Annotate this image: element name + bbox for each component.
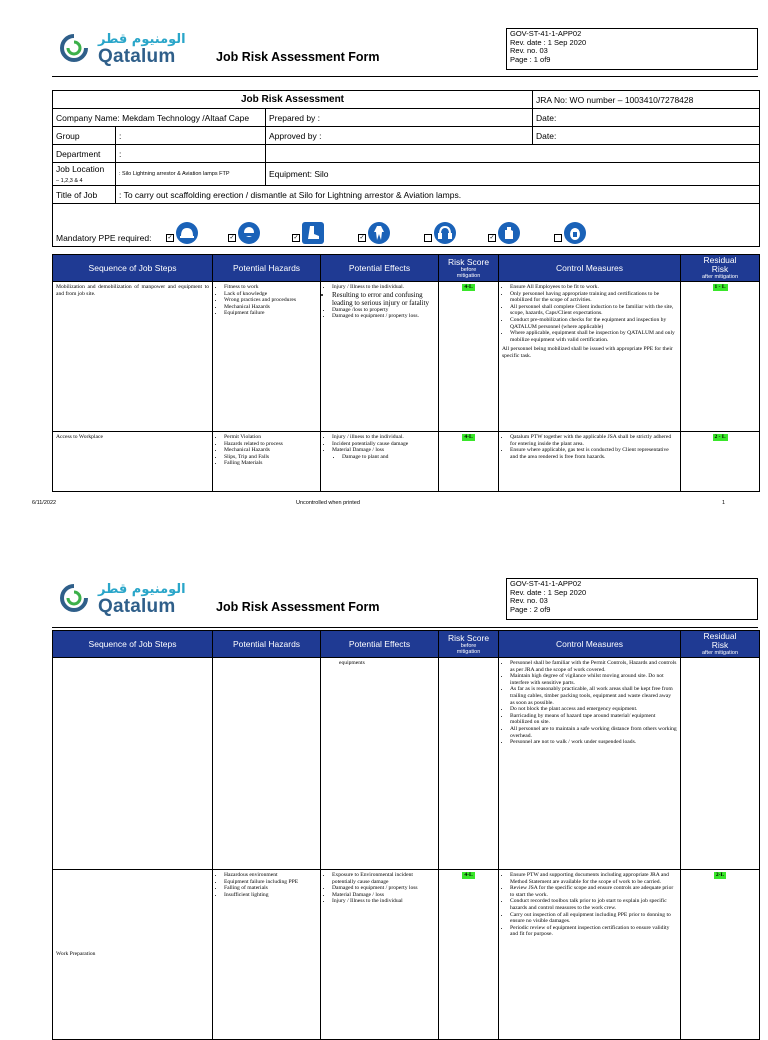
header-divider bbox=[52, 627, 758, 628]
prepared-date: Date: bbox=[533, 109, 760, 127]
risk-badge: 4-L bbox=[464, 434, 473, 440]
col-steps: Sequence of Job Steps bbox=[53, 631, 213, 658]
job-location-label bbox=[53, 163, 116, 186]
table-header-row bbox=[53, 255, 760, 282]
control-item: • Conduct recorded toolbox talk prior to job start to explain job specific hazards and control measures to the work crew. bbox=[510, 898, 677, 911]
col-controls: Control Measures bbox=[499, 255, 681, 282]
control-item: • As far as is reasonably practicable, all work areas shall be kept free from trailing cables, timber packing tools, equipment and waste cleared away as soon as possible. bbox=[510, 686, 677, 706]
effects-cell: equipments bbox=[321, 658, 439, 870]
page-number: Page : 2 of9 bbox=[510, 604, 551, 614]
residual-badge: 1 - L bbox=[714, 284, 726, 290]
hazards-cell bbox=[213, 870, 321, 1040]
risk-cell bbox=[439, 870, 499, 1040]
col-steps: Sequence of Job Steps bbox=[53, 255, 213, 282]
step-cell: Mobilization and demobilization of manpower and equipment to and from job site. bbox=[53, 282, 213, 432]
col-residual bbox=[681, 631, 760, 658]
ppe-item-ear bbox=[424, 222, 456, 244]
risk-assessment-table-page1 bbox=[52, 254, 760, 492]
col-residual-sub: after mitigation bbox=[701, 650, 739, 656]
hazards-cell bbox=[213, 432, 321, 492]
form-title: Job Risk Assessment Form bbox=[216, 600, 380, 614]
effect-item: • Incident potentially cause damage bbox=[332, 441, 435, 448]
department-label: Department bbox=[53, 145, 116, 163]
risk-cell bbox=[439, 658, 499, 870]
hazard-item: • Equipment failure including PPE bbox=[224, 879, 317, 886]
effects-cell bbox=[321, 432, 439, 492]
ppe-item-respirator bbox=[554, 222, 586, 244]
control-item: • All personnel shall complete Client induction to be familiar with the site, scope, hazards, Caps/Client expectations. bbox=[510, 304, 677, 317]
job-location-text: Job Location bbox=[56, 164, 105, 174]
ppe-checkbox[interactable]: ✓ bbox=[489, 235, 495, 241]
ppe-item-glasses bbox=[228, 222, 260, 244]
hazard-item: • Permit Violation bbox=[224, 434, 317, 441]
control-item: • Review JSA for the specific scope and ensure controls are adequate prior to start the work. bbox=[510, 885, 677, 898]
col-risk-sub1: before bbox=[460, 643, 477, 649]
control-item: • Where applicable, equipment shall be inspection by QATALUM and only mobilize equipment with valid certification. bbox=[510, 330, 677, 343]
job-location-sub: – 1,2,3 & 4 bbox=[56, 178, 83, 184]
hazard-item: • Falling of materials bbox=[224, 885, 317, 892]
doc-code: GOV-ST-41-1-APP02 bbox=[510, 29, 582, 38]
jra-number: JRA No: WO number – 1003410/7278428 bbox=[533, 91, 760, 109]
control-item: • Ensure All Employees to be fit to work. bbox=[510, 284, 677, 291]
step-cell: Access to Workplace bbox=[53, 432, 213, 492]
title-of-job-label: Title of Job bbox=[53, 186, 116, 204]
header-divider bbox=[52, 76, 758, 77]
residual-cell bbox=[681, 432, 760, 492]
residual-cell bbox=[681, 282, 760, 432]
col-risk-sub2: mitigation bbox=[456, 273, 481, 279]
risk-badge: 4-L bbox=[464, 872, 473, 878]
ppe-checkbox[interactable]: ✓ bbox=[229, 235, 235, 241]
col-risk-title: Risk Score bbox=[447, 633, 490, 643]
control-item: • Qatalum PTW together with the applicable JSA shall be strictly adhered for entering inside the plant area. bbox=[510, 434, 677, 447]
qatalum-logo bbox=[60, 32, 220, 72]
page-number: Page : 1 of9 bbox=[510, 54, 551, 64]
table-row bbox=[53, 432, 760, 492]
effect-item: • Material Damage / loss bbox=[332, 892, 435, 899]
col-residual-title2: Risk bbox=[711, 640, 729, 650]
col-residual-title: Residual bbox=[703, 631, 737, 641]
job-info-table bbox=[52, 90, 760, 247]
logo-arabic-text: الومنيوم قطر bbox=[98, 32, 186, 47]
ppe-item-hard-hat bbox=[166, 222, 198, 244]
hazard-item: • Hazardous environment bbox=[224, 872, 317, 879]
effect-item: • Damaged to equipment / property loss bbox=[332, 885, 435, 892]
hazard-item: • Equipment failure bbox=[224, 310, 317, 317]
effect-item: • Damage /loss to property bbox=[332, 307, 435, 314]
risk-badge: 4-L bbox=[464, 284, 473, 290]
effect-item: • Injury / Illness to the individual bbox=[332, 898, 435, 905]
risk-cell bbox=[439, 432, 499, 492]
department-blank bbox=[266, 145, 760, 163]
control-item: • Personnel shall be familiar with the Permit Controls, Hazards and controls as per JRA and the scope of work covered. bbox=[510, 660, 677, 673]
effect-item: • Material Damage / loss • Damage to plant and bbox=[332, 447, 435, 460]
page-header bbox=[52, 578, 758, 628]
col-effects: Potential Effects bbox=[321, 255, 439, 282]
col-residual-sub: after mitigation bbox=[701, 274, 739, 280]
group-value: : bbox=[116, 127, 266, 145]
control-item: • Ensure where applicable, gas test is conducted by Client representative and the area rendered is free from hazards. bbox=[510, 447, 677, 460]
rev-no: Rev. no. 03 bbox=[510, 46, 548, 56]
safety-boots-icon bbox=[302, 222, 324, 244]
ppe-item-coverall bbox=[358, 222, 390, 244]
effect-item: • Damaged to equipment / property loss. bbox=[332, 313, 435, 320]
controls-cell bbox=[499, 658, 681, 870]
logo-arabic-text: الومنيوم قطر bbox=[98, 582, 186, 597]
footer-date: 6/11/2022 bbox=[32, 500, 57, 506]
gloves-icon bbox=[498, 222, 520, 244]
coverall-icon bbox=[368, 222, 390, 244]
risk-cell bbox=[439, 282, 499, 432]
control-note: All personnel being mobilized shall be issued with appropriate PPE for their specific task. bbox=[502, 346, 673, 359]
col-controls: Control Measures bbox=[499, 631, 681, 658]
control-item: • Do not block the plant access and emergency equipment. bbox=[510, 706, 677, 713]
effect-sub-item: • Damage to plant and bbox=[342, 454, 435, 461]
col-hazards: Potential Hazards bbox=[213, 631, 321, 658]
hazard-item: • Fitness to work bbox=[224, 284, 317, 291]
residual-cell bbox=[681, 658, 760, 870]
doc-code: GOV-ST-41-1-APP02 bbox=[510, 579, 582, 588]
company-name: Company Name: Mekdam Technology /Altaaf Cape bbox=[53, 109, 266, 127]
table-header-row bbox=[53, 631, 760, 658]
control-item: • Conduct pre-mobilization checks for the equipment and inspection by QATALUM personnel (where applicable) bbox=[510, 317, 677, 330]
rev-date: Rev. date : 1 Sep 2020 bbox=[510, 587, 587, 597]
title-of-job-value: : To carry out scaffolding erection / dismantle at Silo for Lightning arrestor & Aviation lamps. bbox=[116, 186, 760, 204]
equipment: Equipment: Silo bbox=[266, 163, 760, 186]
col-risk bbox=[439, 631, 499, 658]
col-residual bbox=[681, 255, 760, 282]
controls-cell bbox=[499, 870, 681, 1040]
step-cell bbox=[53, 658, 213, 870]
safety-glasses-icon bbox=[238, 222, 260, 244]
document-control-box bbox=[506, 578, 758, 620]
hazard-item: • Hazards related to process bbox=[224, 441, 317, 448]
col-residual-title2: Risk bbox=[711, 264, 729, 274]
control-item: • Ensure PTW and supporting documents including appropriate JRA and Method Statement are available for the scope of work to be carried. bbox=[510, 872, 677, 885]
col-hazards: Potential Hazards bbox=[213, 255, 321, 282]
effect-item: • Injury / illness to the individual. bbox=[332, 434, 435, 441]
col-risk-sub2: mitigation bbox=[456, 649, 481, 655]
ppe-label: Mandatory PPE required: bbox=[56, 233, 152, 243]
job-location-value: : Silo Lightning arrestor & Aviation lamps FTP bbox=[116, 163, 266, 186]
effects-cell bbox=[321, 282, 439, 432]
control-item: • Periodic review of equipment inspection certification to ensure validity and fit for purpose. bbox=[510, 925, 677, 938]
table-row bbox=[53, 870, 760, 1040]
table-row bbox=[53, 282, 760, 432]
residual-badge: 2-L bbox=[715, 872, 725, 878]
hazard-item: • Mechanical Hazards bbox=[224, 447, 317, 454]
footer-uncontrolled: Uncontrolled when printed bbox=[296, 500, 360, 506]
rev-no: Rev. no. 03 bbox=[510, 596, 548, 606]
form-title: Job Risk Assessment Form bbox=[216, 50, 380, 64]
col-risk-title: Risk Score bbox=[447, 257, 490, 267]
hazard-item: • Wrong practices and procedures bbox=[224, 297, 317, 304]
approved-date: Date: bbox=[533, 127, 760, 145]
group-label: Group bbox=[53, 127, 116, 145]
effect-item: • Injury / Illness to the individual. bbox=[332, 284, 435, 291]
step-cell: Work Preparation bbox=[53, 870, 213, 1040]
hazard-item: • Insufficient lighting bbox=[224, 892, 317, 899]
document-control-box bbox=[506, 28, 758, 70]
department-value: : bbox=[116, 145, 266, 163]
page-header bbox=[52, 28, 758, 78]
hazards-cell bbox=[213, 658, 321, 870]
control-item: • Only personnel having appropriate training and certifications to be mobilized for the scope of activities. bbox=[510, 291, 677, 304]
logo-swirl-icon bbox=[60, 584, 88, 612]
ppe-checkbox[interactable] bbox=[424, 234, 432, 242]
table-row bbox=[53, 658, 760, 870]
ppe-checkbox[interactable]: ✓ bbox=[293, 235, 299, 241]
control-item: • Barricading by means of hazard tape around material/ equipment mobilized on site. bbox=[510, 713, 677, 726]
qatalum-logo bbox=[60, 582, 220, 622]
col-risk-sub1: before bbox=[460, 267, 477, 273]
rev-date: Rev. date : 1 Sep 2020 bbox=[510, 37, 587, 47]
residual-badge: 2 - L bbox=[714, 434, 726, 440]
control-item: • Maintain high degree of vigilance whilst moving around site. Do not interfere with sensitive parts. bbox=[510, 673, 677, 686]
hazards-cell bbox=[213, 282, 321, 432]
logo-swirl-icon bbox=[60, 34, 88, 62]
hazard-item: • Lack of knowledge bbox=[224, 291, 317, 298]
effect-item: • Resulting to error and confusing leading to serious injury or fatality bbox=[332, 291, 435, 307]
hard-hat-icon bbox=[176, 222, 198, 244]
ppe-item-boots bbox=[292, 222, 324, 244]
logo-english-text: Qatalum bbox=[98, 596, 176, 617]
control-item: • Carry out inspection of all equipment including PPE prior to donning to ensure no visible damages. bbox=[510, 912, 677, 925]
effects-cell bbox=[321, 870, 439, 1040]
prepared-by: Prepared by : bbox=[266, 109, 533, 127]
ppe-row bbox=[53, 204, 760, 247]
control-item: • All personnel are to maintain a safe working distance from others working overhead. bbox=[510, 726, 677, 739]
ppe-checkbox[interactable]: ✓ bbox=[167, 235, 173, 241]
jra-heading: Job Risk Assessment bbox=[53, 91, 533, 109]
hazard-item: • Falling Materials bbox=[224, 460, 317, 467]
col-effects: Potential Effects bbox=[321, 631, 439, 658]
ppe-checkbox[interactable]: ✓ bbox=[359, 235, 365, 241]
risk-assessment-table-page2 bbox=[52, 630, 760, 1040]
approved-by: Approved by : bbox=[266, 127, 533, 145]
ppe-item-gloves bbox=[488, 222, 520, 244]
col-risk bbox=[439, 255, 499, 282]
controls-cell bbox=[499, 432, 681, 492]
ppe-checkbox[interactable] bbox=[554, 234, 562, 242]
control-item: • Personnel are not to walk / work under suspended loads. bbox=[510, 739, 677, 746]
footer-page: 1 bbox=[722, 500, 726, 506]
hazard-item: • Mechanical Hazards bbox=[224, 304, 317, 311]
residual-cell bbox=[681, 870, 760, 1040]
controls-cell bbox=[499, 282, 681, 432]
col-residual-title: Residual bbox=[703, 255, 737, 265]
ear-protection-icon bbox=[434, 222, 456, 244]
hazard-item: • Slips, Trip and Falls bbox=[224, 454, 317, 461]
logo-english-text: Qatalum bbox=[98, 46, 176, 67]
effect-item: • Exposure to Environmental incident potentially cause damage bbox=[332, 872, 435, 885]
respirator-icon bbox=[564, 222, 586, 244]
